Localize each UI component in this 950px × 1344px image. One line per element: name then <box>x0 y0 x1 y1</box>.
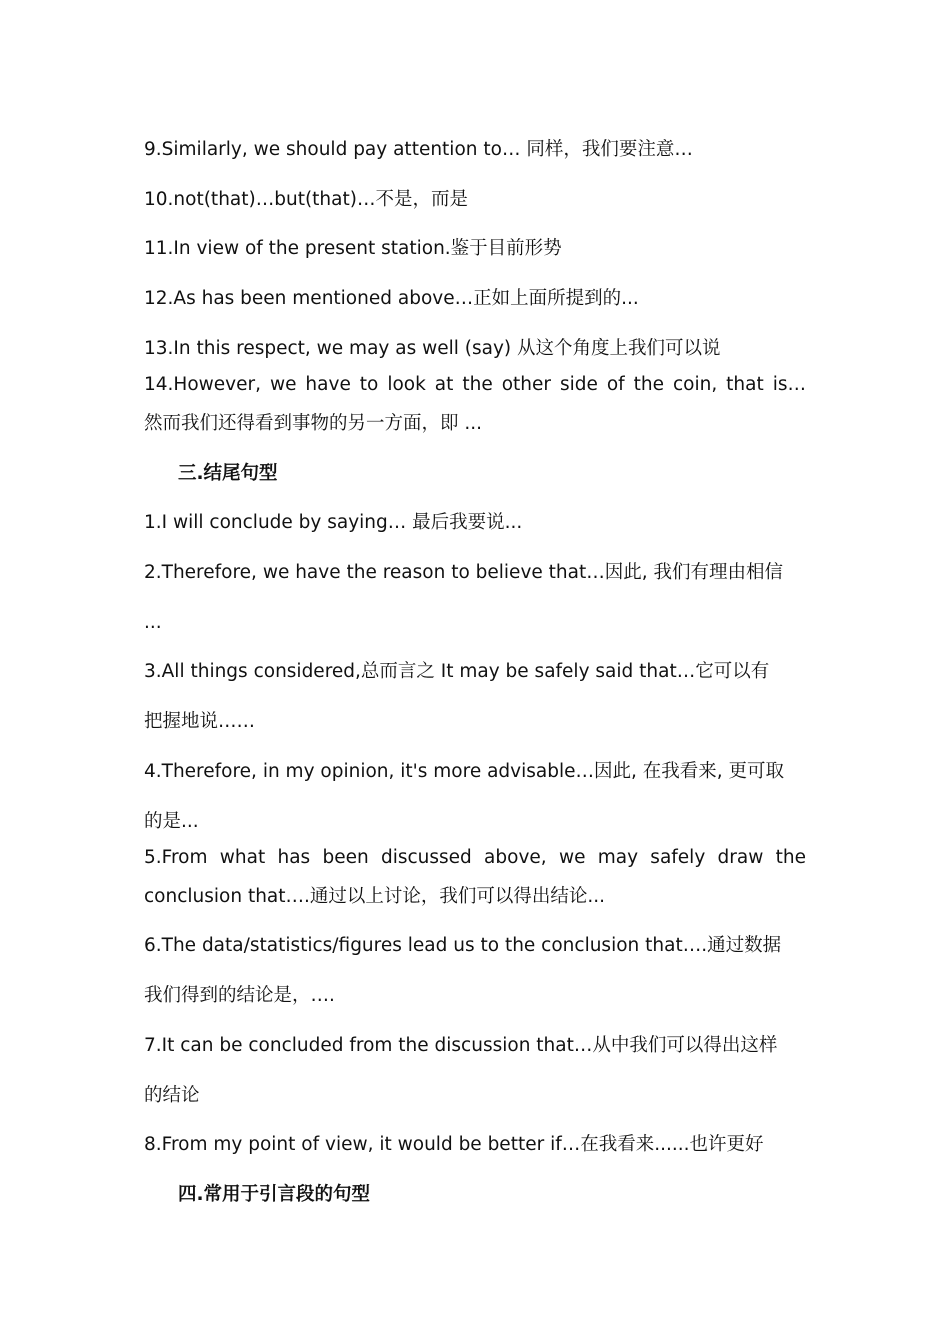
phrase-line: 然而我们还得看到事物的另一方面，即 ... <box>144 413 483 434</box>
phrase-line: 7.It can be concluded from the discussion that…从中我们可以得出这样 <box>144 1035 778 1056</box>
phrase-line: 10.not(that)…but(that)…不是，而是 <box>144 189 468 210</box>
phrase-line: 把握地说…… <box>144 711 256 732</box>
phrase-line: 4.Therefore, in my opinion, it's more advisable…因此, 在我看来, 更可取 <box>144 761 785 782</box>
phrase-line: 2.Therefore, we have the reason to believe that…因此, 我们有理由相信 <box>144 562 783 583</box>
phrase-line: 11.In view of the present station.鉴于目前形势 <box>144 238 562 259</box>
phrase-line: 13.In this respect, we may as well (say) 从这个角度上我们可以说 <box>144 338 721 359</box>
section-heading-conclusion: 三.结尾句型 <box>178 463 278 484</box>
phrase-line: 12.As has been mentioned above…正如上面所提到的... <box>144 288 639 309</box>
phrase-line: 我们得到的结论是，…. <box>144 985 335 1006</box>
phrase-line: 3.All things considered,总而言之 It may be safely said that…它可以有 <box>144 661 770 682</box>
phrase-line: 5.From what has been discussed above, we may safely draw the <box>144 847 806 868</box>
phrase-line: 8.From my point of view, it would be better if…在我看来......也许更好 <box>144 1134 764 1155</box>
phrase-line: 1.I will conclude by saying… 最后我要说... <box>144 512 523 533</box>
phrase-line: 9.Similarly, we should pay attention to… 同样，我们要注意… <box>144 139 693 160</box>
phrase-line: 的结论 <box>144 1085 200 1106</box>
phrase-line: 14.However, we have to look at the other side of the coin, that is… <box>144 374 806 395</box>
phrase-line: 的是... <box>144 811 199 832</box>
phrase-line: 6.The data/statistics/figures lead us to the conclusion that….通过数据 <box>144 935 782 956</box>
section-heading-introduction: 四.常用于引言段的句型 <box>178 1184 371 1205</box>
phrase-line: conclusion that….通过以上讨论，我们可以得出结论... <box>144 886 606 907</box>
phrase-line: ... <box>144 612 162 633</box>
